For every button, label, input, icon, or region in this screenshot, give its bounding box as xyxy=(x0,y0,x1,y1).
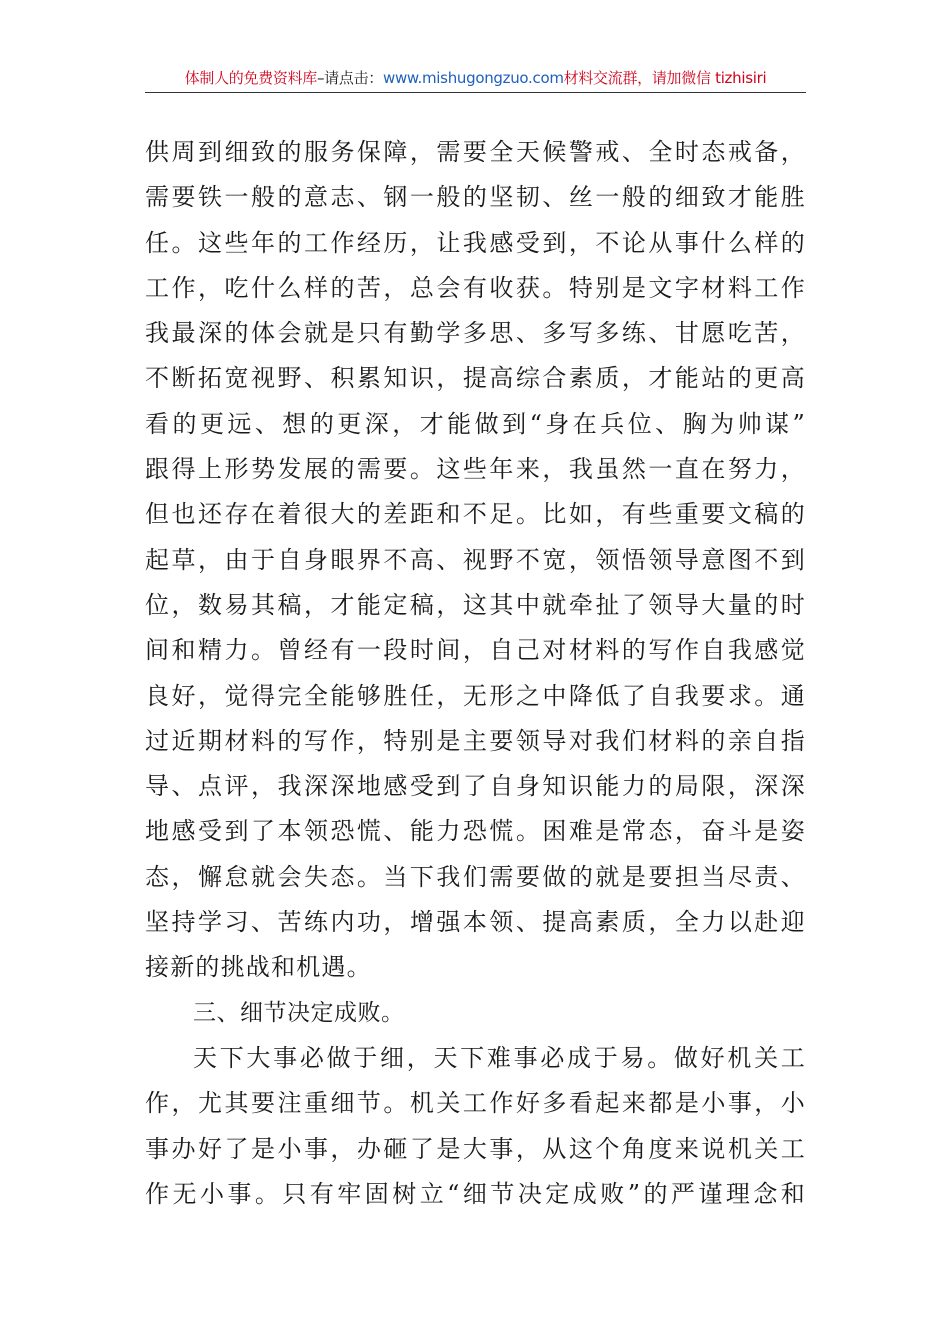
text-line: 地感受到了本领恐慌、能力恐慌。困难是常态，奋斗是姿 xyxy=(145,817,806,846)
text-line: 任。这些年的工作经历，让我感受到，不论从事什么样的 xyxy=(145,228,806,257)
section-heading: 三、细节决定成败。 xyxy=(193,999,405,1026)
text-line: 看的更远、想的更深，才能做到“身在兵位、胸为帅谋” xyxy=(145,409,806,438)
text-line: 天下大事必做于细，天下难事必成于易。做好机关工 xyxy=(193,1043,806,1072)
text-line: 工作，吃什么样的苦，总会有收获。特别是文字材料工作 xyxy=(145,273,806,302)
text-line: 间和精力。曾经有一段时间，自己对材料的写作自我感觉 xyxy=(145,636,806,665)
text-line: 供周到细致的服务保障，需要全天候警戒、全时态戒备， xyxy=(145,138,806,166)
text-line: 但也还存在着很大的差距和不足。比如，有些重要文稿的 xyxy=(145,500,806,529)
header-wechat-note: 材料交流群，请加微信 tizhisiri xyxy=(563,69,767,87)
header-click-prompt: –请点击： xyxy=(316,69,383,87)
text-line: 事办好了是小事，办砸了是大事，从这个角度来说机关工 xyxy=(145,1134,806,1163)
text-line: 起草，由于自身眼界不高、视野不宽，领悟领导意图不到 xyxy=(145,545,806,574)
text-line: 作，尤其要注重细节。机关工作好多看起来都是小事，小 xyxy=(145,1089,806,1118)
text-line: 跟得上形势发展的需要。这些年来，我虽然一直在努力， xyxy=(145,455,806,484)
text-line: 态，懈怠就会失态。当下我们需要做的就是要担当尽责、 xyxy=(145,862,806,891)
text-line: 需要铁一般的意志、钢一般的坚韧、丝一般的细致才能胜 xyxy=(145,183,806,212)
text-line: 良好，觉得完全能够胜任，无形之中降低了自我要求。通 xyxy=(145,681,806,710)
text-line: 坚持学习、苦练内功，增强本领、提高素质，全力以赴迎 xyxy=(145,908,806,937)
document-body xyxy=(145,130,806,1217)
paragraph-1 xyxy=(145,130,806,991)
text-line: 作无小事。只有牢固树立“细节决定成败”的严谨理念和 xyxy=(145,1179,806,1208)
text-line: 接新的挑战和机遇。 xyxy=(145,953,372,982)
header-url-link[interactable]: www.mishugongzuo.com xyxy=(383,69,564,87)
text-line: 不断拓宽视野、积累知识，提高综合素质，才能站的更高 xyxy=(145,364,806,393)
text-line: 位，数易其稿，才能定稿，这其中就牵扯了领导大量的时 xyxy=(145,590,806,619)
text-line: 我最深的体会就是只有勤学多思、多写多练、甘愿吃苦， xyxy=(145,319,806,348)
text-line: 导、点评，我深深地感受到了自身知识能力的局限，深深 xyxy=(145,772,806,801)
page-header xyxy=(145,66,806,93)
header-brand: 体制人的免费资料库 xyxy=(184,69,317,87)
paragraph-2 xyxy=(145,1036,806,1217)
text-line: 过近期材料的写作，特别是主要领导对我们材料的亲自指 xyxy=(145,726,806,755)
